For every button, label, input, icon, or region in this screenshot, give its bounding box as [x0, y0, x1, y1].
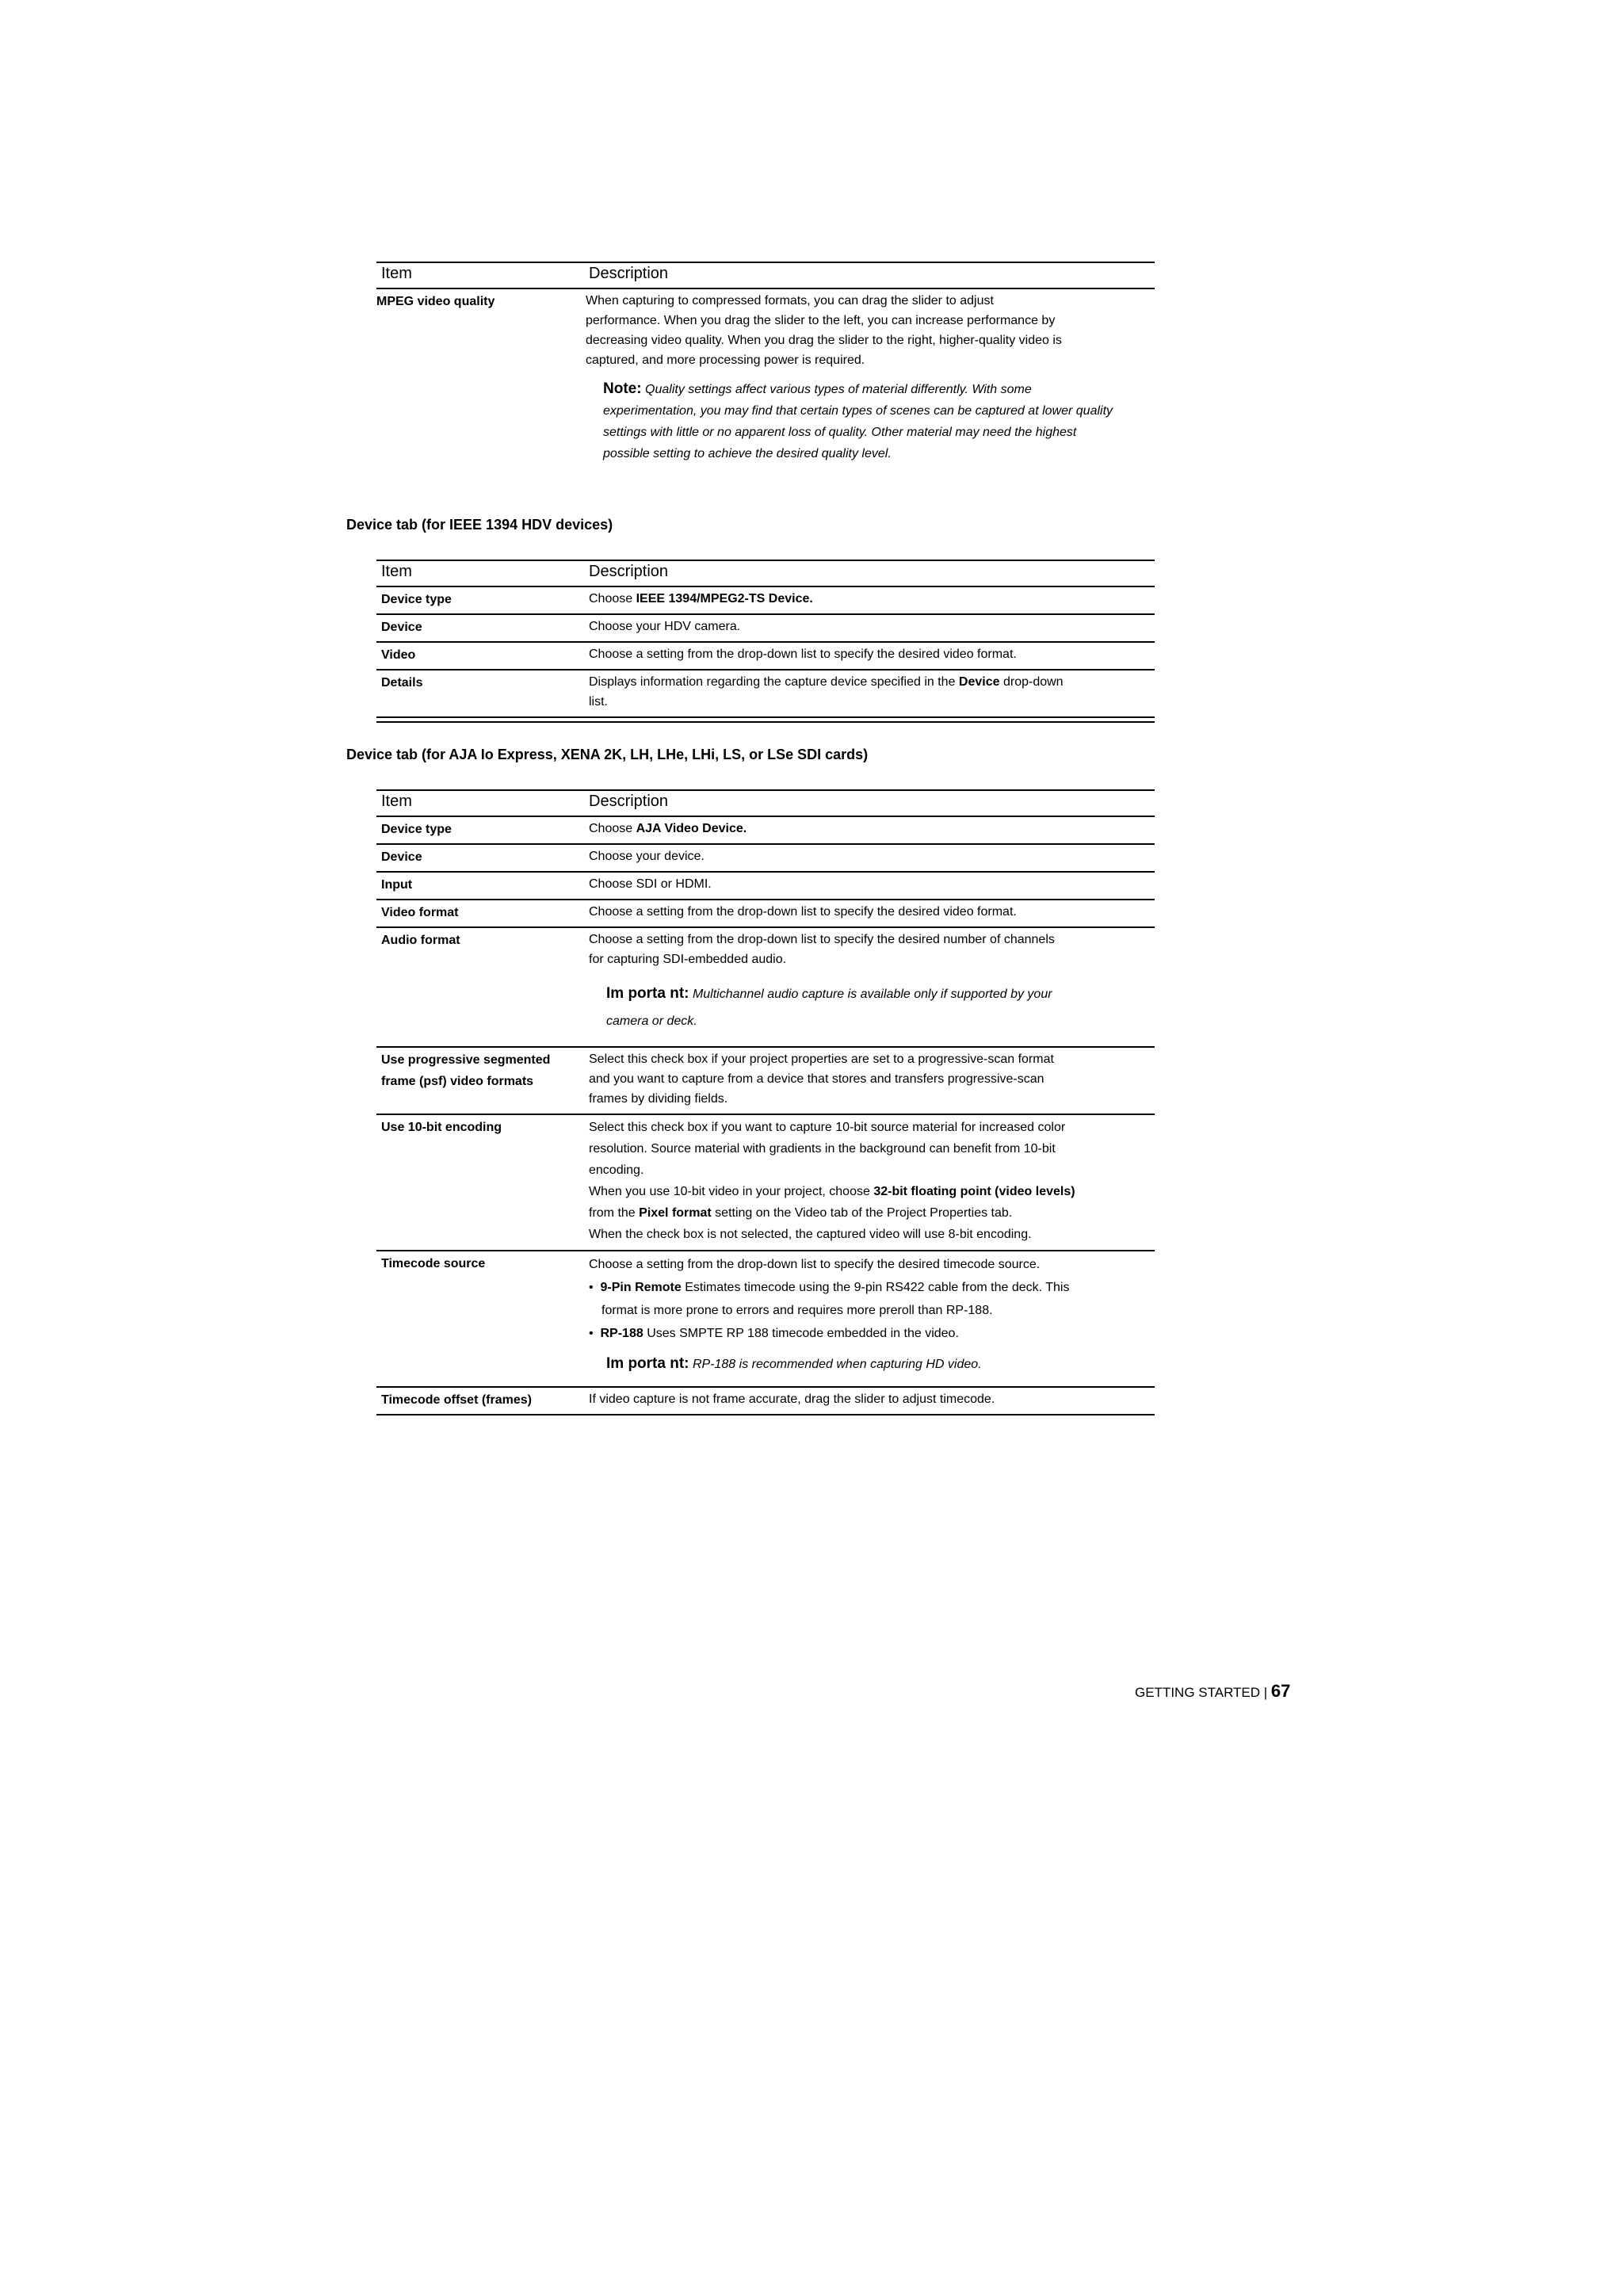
note-line: camera or deck. — [606, 1014, 697, 1028]
note-block — [603, 378, 1125, 464]
table-row — [376, 615, 1155, 643]
desc-line: frames by dividing fields. — [589, 1092, 728, 1106]
item-line: frame (psf) video formats — [381, 1075, 534, 1088]
row-description: Choose your device. — [589, 850, 705, 863]
table-row — [376, 1048, 1155, 1115]
table-header — [376, 560, 1155, 587]
row-item: Input — [381, 878, 413, 892]
section-title-aja: Device tab (for AJA Io Express, XENA 2K, LH, LHe, LHi, LS, or LSe SDI cards) — [346, 747, 869, 762]
note-line: Multichannel audio capture is available only if supported by your — [692, 988, 1052, 1001]
note-line: Quality settings affect various types of material differently. With some — [645, 383, 1032, 396]
row-description — [589, 589, 1128, 609]
table-row — [376, 900, 1155, 928]
desc-text: from the — [589, 1206, 640, 1220]
desc-line: captured, and more processing power is required. — [586, 353, 865, 367]
row-description — [589, 1117, 1128, 1245]
desc-line: resolution. Source material with gradients in the background can benefit from 10-bit — [589, 1142, 1056, 1156]
important-note — [606, 1353, 1128, 1375]
desc-text: Uses SMPTE RP 188 timecode embedded in the video. — [643, 1327, 959, 1340]
row-description: Choose your HDV camera. — [589, 620, 741, 633]
row-description: Choose SDI or HDMI. — [589, 877, 712, 891]
table-row — [376, 845, 1155, 873]
bullet-item: • 9-Pin Remote Estimates timecode using the 9-pin RS422 cable from the deck. This format is more prone to errors and requires more preroll than RP-188. — [589, 1281, 1070, 1317]
row-description: Choose a setting from the drop-down list to specify the desired video format. — [589, 905, 1017, 919]
mpeg-quality-table — [376, 262, 1155, 476]
table-row — [376, 1251, 1155, 1388]
desc-line: and you want to capture from a device that stores and transfers progressive-scan — [589, 1072, 1044, 1086]
row-item: Device type — [381, 593, 452, 606]
desc-text: Displays information regarding the capture device specified in the — [589, 675, 959, 689]
item-line: Use progressive segmented — [381, 1053, 551, 1067]
row-item: Device type — [381, 823, 452, 836]
desc-line: for capturing SDI-embedded audio. — [589, 953, 787, 966]
row-description — [589, 930, 1128, 1035]
table-row — [376, 873, 1155, 900]
table-row — [376, 587, 1155, 615]
table-row — [376, 817, 1155, 845]
desc-text: Estimates timecode using the 9-pin RS422 cable from the deck. This — [681, 1281, 1070, 1294]
row-item: Audio format — [381, 934, 460, 947]
desc-bold: 9-Pin Remote — [600, 1281, 682, 1294]
row-item — [381, 1049, 579, 1092]
header-item: Item — [381, 265, 412, 282]
note-line: settings with little or no apparent loss of quality. Other material may need the highest — [603, 426, 1077, 439]
row-item: Details — [381, 676, 423, 690]
aja-device-table — [376, 789, 1155, 1415]
row-description — [589, 1049, 1128, 1109]
desc-text: Choose — [589, 592, 636, 606]
header-item: Item — [381, 793, 412, 810]
desc-line: list. — [589, 695, 608, 709]
row-item: Device — [381, 621, 422, 634]
desc-line: Select this check box if you want to capture 10-bit source material for increased color — [589, 1121, 1066, 1134]
footer-section: GETTING STARTED | — [1135, 1685, 1268, 1700]
header-description: Description — [589, 265, 669, 282]
table-row — [376, 670, 1155, 718]
desc-text: format is more prone to errors and requires more preroll than RP-188. — [601, 1304, 993, 1317]
note-label: Im porta nt: — [606, 985, 689, 1002]
desc-bold: 32-bit floating point (video levels) — [873, 1185, 1075, 1198]
desc-line — [589, 672, 1128, 692]
desc-line: Choose a setting from the drop-down list to specify the desired timecode source. — [589, 1258, 1041, 1271]
table-header — [376, 262, 1155, 289]
row-description: Choose a setting from the drop-down list to specify the desired video format. — [589, 648, 1017, 661]
desc-bold: Pixel format — [639, 1206, 712, 1220]
desc-line: performance. When you drag the slider to the left, you can increase performance by — [586, 314, 1056, 327]
desc-line: decreasing video quality. When you drag the slider to the right, higher-quality video is — [586, 334, 1062, 347]
table-row — [376, 928, 1155, 1048]
note-text: RP-188 is recommended when capturing HD video. — [692, 1358, 982, 1371]
desc-text: Choose — [589, 822, 636, 835]
page-number: 67 — [1270, 1681, 1291, 1701]
row-description — [589, 1253, 1128, 1375]
desc-text: drop-down — [999, 675, 1064, 689]
desc-text: setting on the Video tab of the Project Properties tab. — [711, 1206, 1013, 1220]
header-description: Description — [589, 793, 669, 810]
desc-bold: Device — [958, 675, 1000, 689]
note-label: Note: — [603, 380, 642, 397]
header-description: Description — [589, 563, 669, 580]
section-title-hdv: Device tab (for IEEE 1394 HDV devices) — [346, 517, 613, 533]
row-item: Use 10-bit encoding — [381, 1121, 502, 1134]
desc-bold: AJA Video Device. — [636, 822, 747, 835]
row-description — [586, 291, 1125, 464]
desc-bold: IEEE 1394/MPEG2-TS Device. — [636, 592, 813, 606]
desc-line: Choose a setting from the drop-down list to specify the desired number of channels — [589, 933, 1055, 946]
bullet-item: • RP-188 Uses SMPTE RP 188 timecode embedded in the video. — [589, 1327, 959, 1340]
page-footer — [1135, 1681, 1290, 1702]
table-row — [376, 289, 1155, 476]
row-description — [589, 819, 1128, 839]
table-row — [376, 1115, 1155, 1251]
table-end-rule — [376, 718, 1155, 723]
row-item: Video — [381, 648, 416, 662]
note-line: experimentation, you may find that certain types of scenes can be captured at lower quality — [603, 404, 1113, 418]
row-description: If video capture is not frame accurate, drag the slider to adjust timecode. — [589, 1392, 995, 1406]
row-item: Timecode source — [381, 1257, 486, 1270]
desc-line — [589, 1202, 1128, 1224]
note-line: possible setting to achieve the desired quality level. — [603, 447, 892, 460]
note-label: Im porta nt: — [606, 1355, 689, 1372]
hdv-device-table — [376, 560, 1155, 723]
header-item: Item — [381, 563, 412, 580]
table-row — [376, 1388, 1155, 1415]
row-item: Device — [381, 850, 422, 864]
desc-line: encoding. — [589, 1163, 644, 1177]
row-item: Video format — [381, 906, 459, 919]
desc-line: Select this check box if your project properties are set to a progressive-scan format — [589, 1052, 1054, 1066]
important-note — [606, 980, 1128, 1035]
table-header — [376, 789, 1155, 817]
row-description — [589, 672, 1128, 712]
desc-line: When capturing to compressed formats, you can drag the slider to adjust — [586, 294, 994, 308]
row-item: MPEG video quality — [376, 295, 495, 308]
desc-text: When you use 10-bit video in your project, choose — [589, 1185, 874, 1198]
desc-line — [589, 1181, 1128, 1202]
desc-line: When the check box is not selected, the captured video will use 8-bit encoding. — [589, 1228, 1032, 1241]
desc-bold: RP-188 — [600, 1327, 643, 1340]
table-row — [376, 643, 1155, 670]
row-item: Timecode offset (frames) — [381, 1393, 532, 1407]
